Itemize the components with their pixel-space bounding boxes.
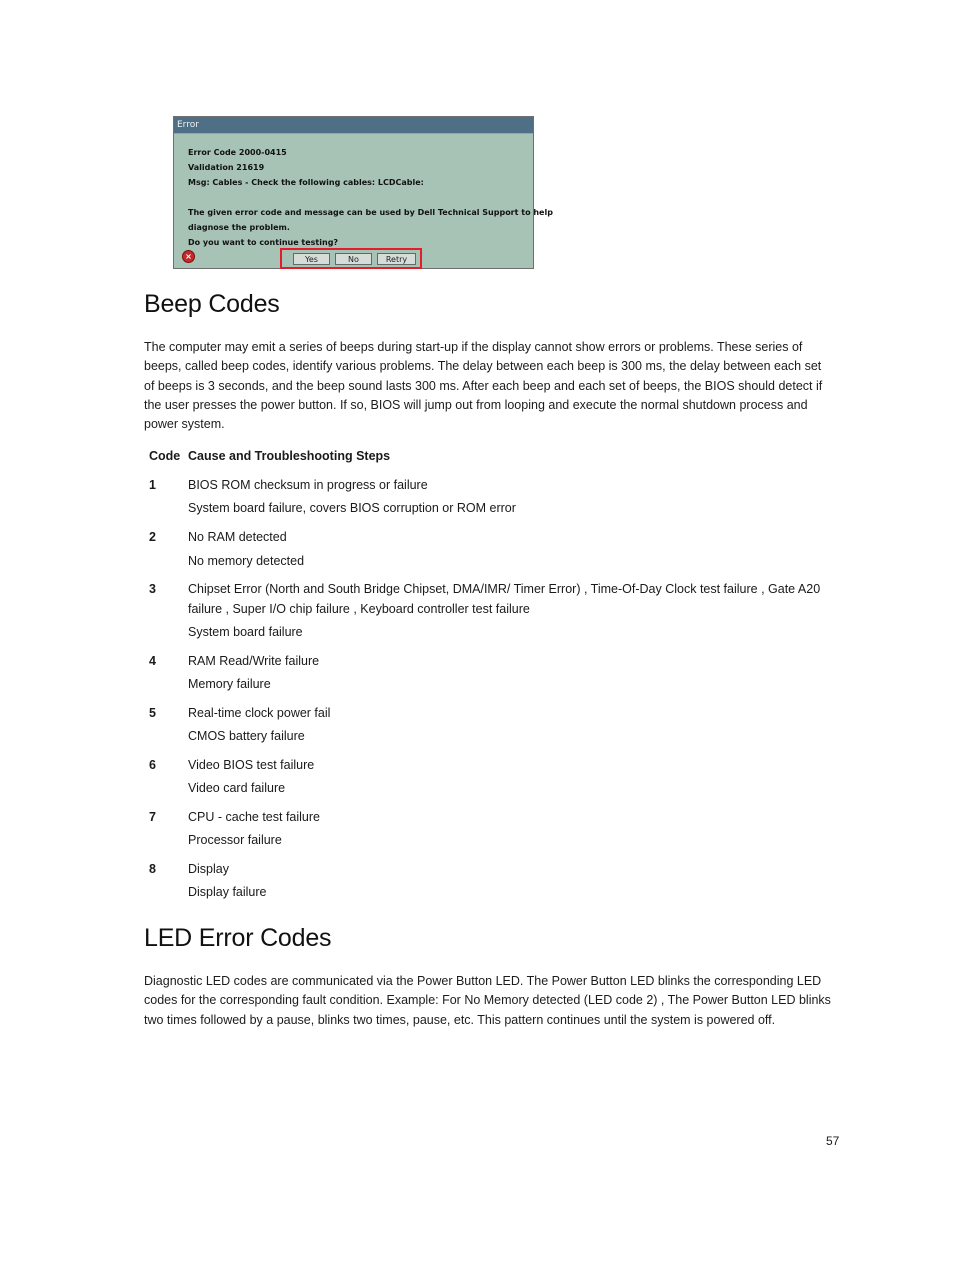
table-row-cause: Display [188, 862, 229, 876]
dialog-message [188, 145, 553, 250]
led-error-codes-intro: Diagnostic LED codes are communicated via the Power Button LED. The Power Button LED blinks the corresponding LED codes for the corresponding fault condition. Example: For No Memory detected (LED code 2) , The Power Button LED blinks two times followed by a pause, blinks two times, pause, etc. This pattern continues until the system is powered off. [144, 974, 831, 1027]
table-row-step: System board failure, covers BIOS corruption or ROM error [188, 501, 516, 515]
table-header-code: Code [149, 449, 181, 463]
table-row-step: Video card failure [188, 781, 286, 795]
table-row-code: 6 [149, 758, 156, 772]
no-button: No [335, 253, 372, 265]
dialog-line: diagnose the problem. [188, 223, 290, 232]
page-number: 57 [826, 1134, 840, 1148]
table-row-code: 1 [149, 478, 156, 492]
table-row-code: 7 [149, 810, 156, 824]
table-row-code: 3 [149, 582, 156, 596]
table-row-code: 5 [149, 706, 156, 720]
retry-button: Retry [377, 253, 416, 265]
beep-codes-heading: Beep Codes [144, 290, 280, 318]
table-row-cause: Chipset Error (North and South Bridge Chipset, DMA/IMR/ Timer Error) , Time-Of-Day Clock test failure , Gate A20 failure , Super I/O chip failure , Keyboard controller test failure [188, 582, 821, 616]
error-icon: × [182, 250, 195, 263]
table-row-cause: RAM Read/Write failure [188, 654, 320, 668]
dialog-line: Msg: Cables - Check the following cables: LCDCable: [188, 178, 424, 187]
table-row-code: 4 [149, 654, 156, 668]
yes-button: Yes [293, 253, 330, 265]
dialog-line: Do you want to continue testing? [188, 238, 339, 247]
dialog-title: Error [174, 117, 533, 134]
table-row-step: CMOS battery failure [188, 729, 305, 743]
dialog-line: Validation 21619 [188, 163, 265, 172]
led-error-codes-heading: LED Error Codes [144, 924, 332, 952]
table-header-cause: Cause and Troubleshooting Steps [188, 449, 391, 463]
dialog-line: Error Code 2000-0415 [188, 148, 287, 157]
table-row-step: Memory failure [188, 677, 271, 691]
table-row-step: Processor failure [188, 833, 282, 847]
beep-codes-intro: The computer may emit a series of beeps during start-up if the display cannot show errors or problems. These series of beeps, called beep codes, identify various problems. The delay between each beep is 300 ms, the delay between each set of beeps is 3 seconds, and the beep sound lasts 300 ms. After each beep and each set of beeps, the BIOS should detect if the user presses the power button. If so, BIOS will jump out from looping and execute the normal shutdown process and power system. [144, 340, 823, 432]
dialog-spacer [188, 190, 528, 205]
table-row-cause: CPU - cache test failure [188, 810, 320, 824]
table-row-step: Display failure [188, 885, 267, 899]
table-row-step: System board failure [188, 625, 303, 639]
table-row-cause: BIOS ROM checksum in progress or failure [188, 478, 428, 492]
table-row-code: 8 [149, 862, 156, 876]
table-row-cause: Real-time clock power fail [188, 706, 331, 720]
table-row-step: No memory detected [188, 554, 305, 568]
error-dialog-screenshot [173, 116, 553, 269]
table-row-cause: Video BIOS test failure [188, 758, 315, 772]
dialog-line: The given error code and message can be used by Dell Technical Support to help [188, 208, 553, 217]
table-row-cause: No RAM detected [188, 530, 287, 544]
table-row-code: 2 [149, 530, 156, 544]
